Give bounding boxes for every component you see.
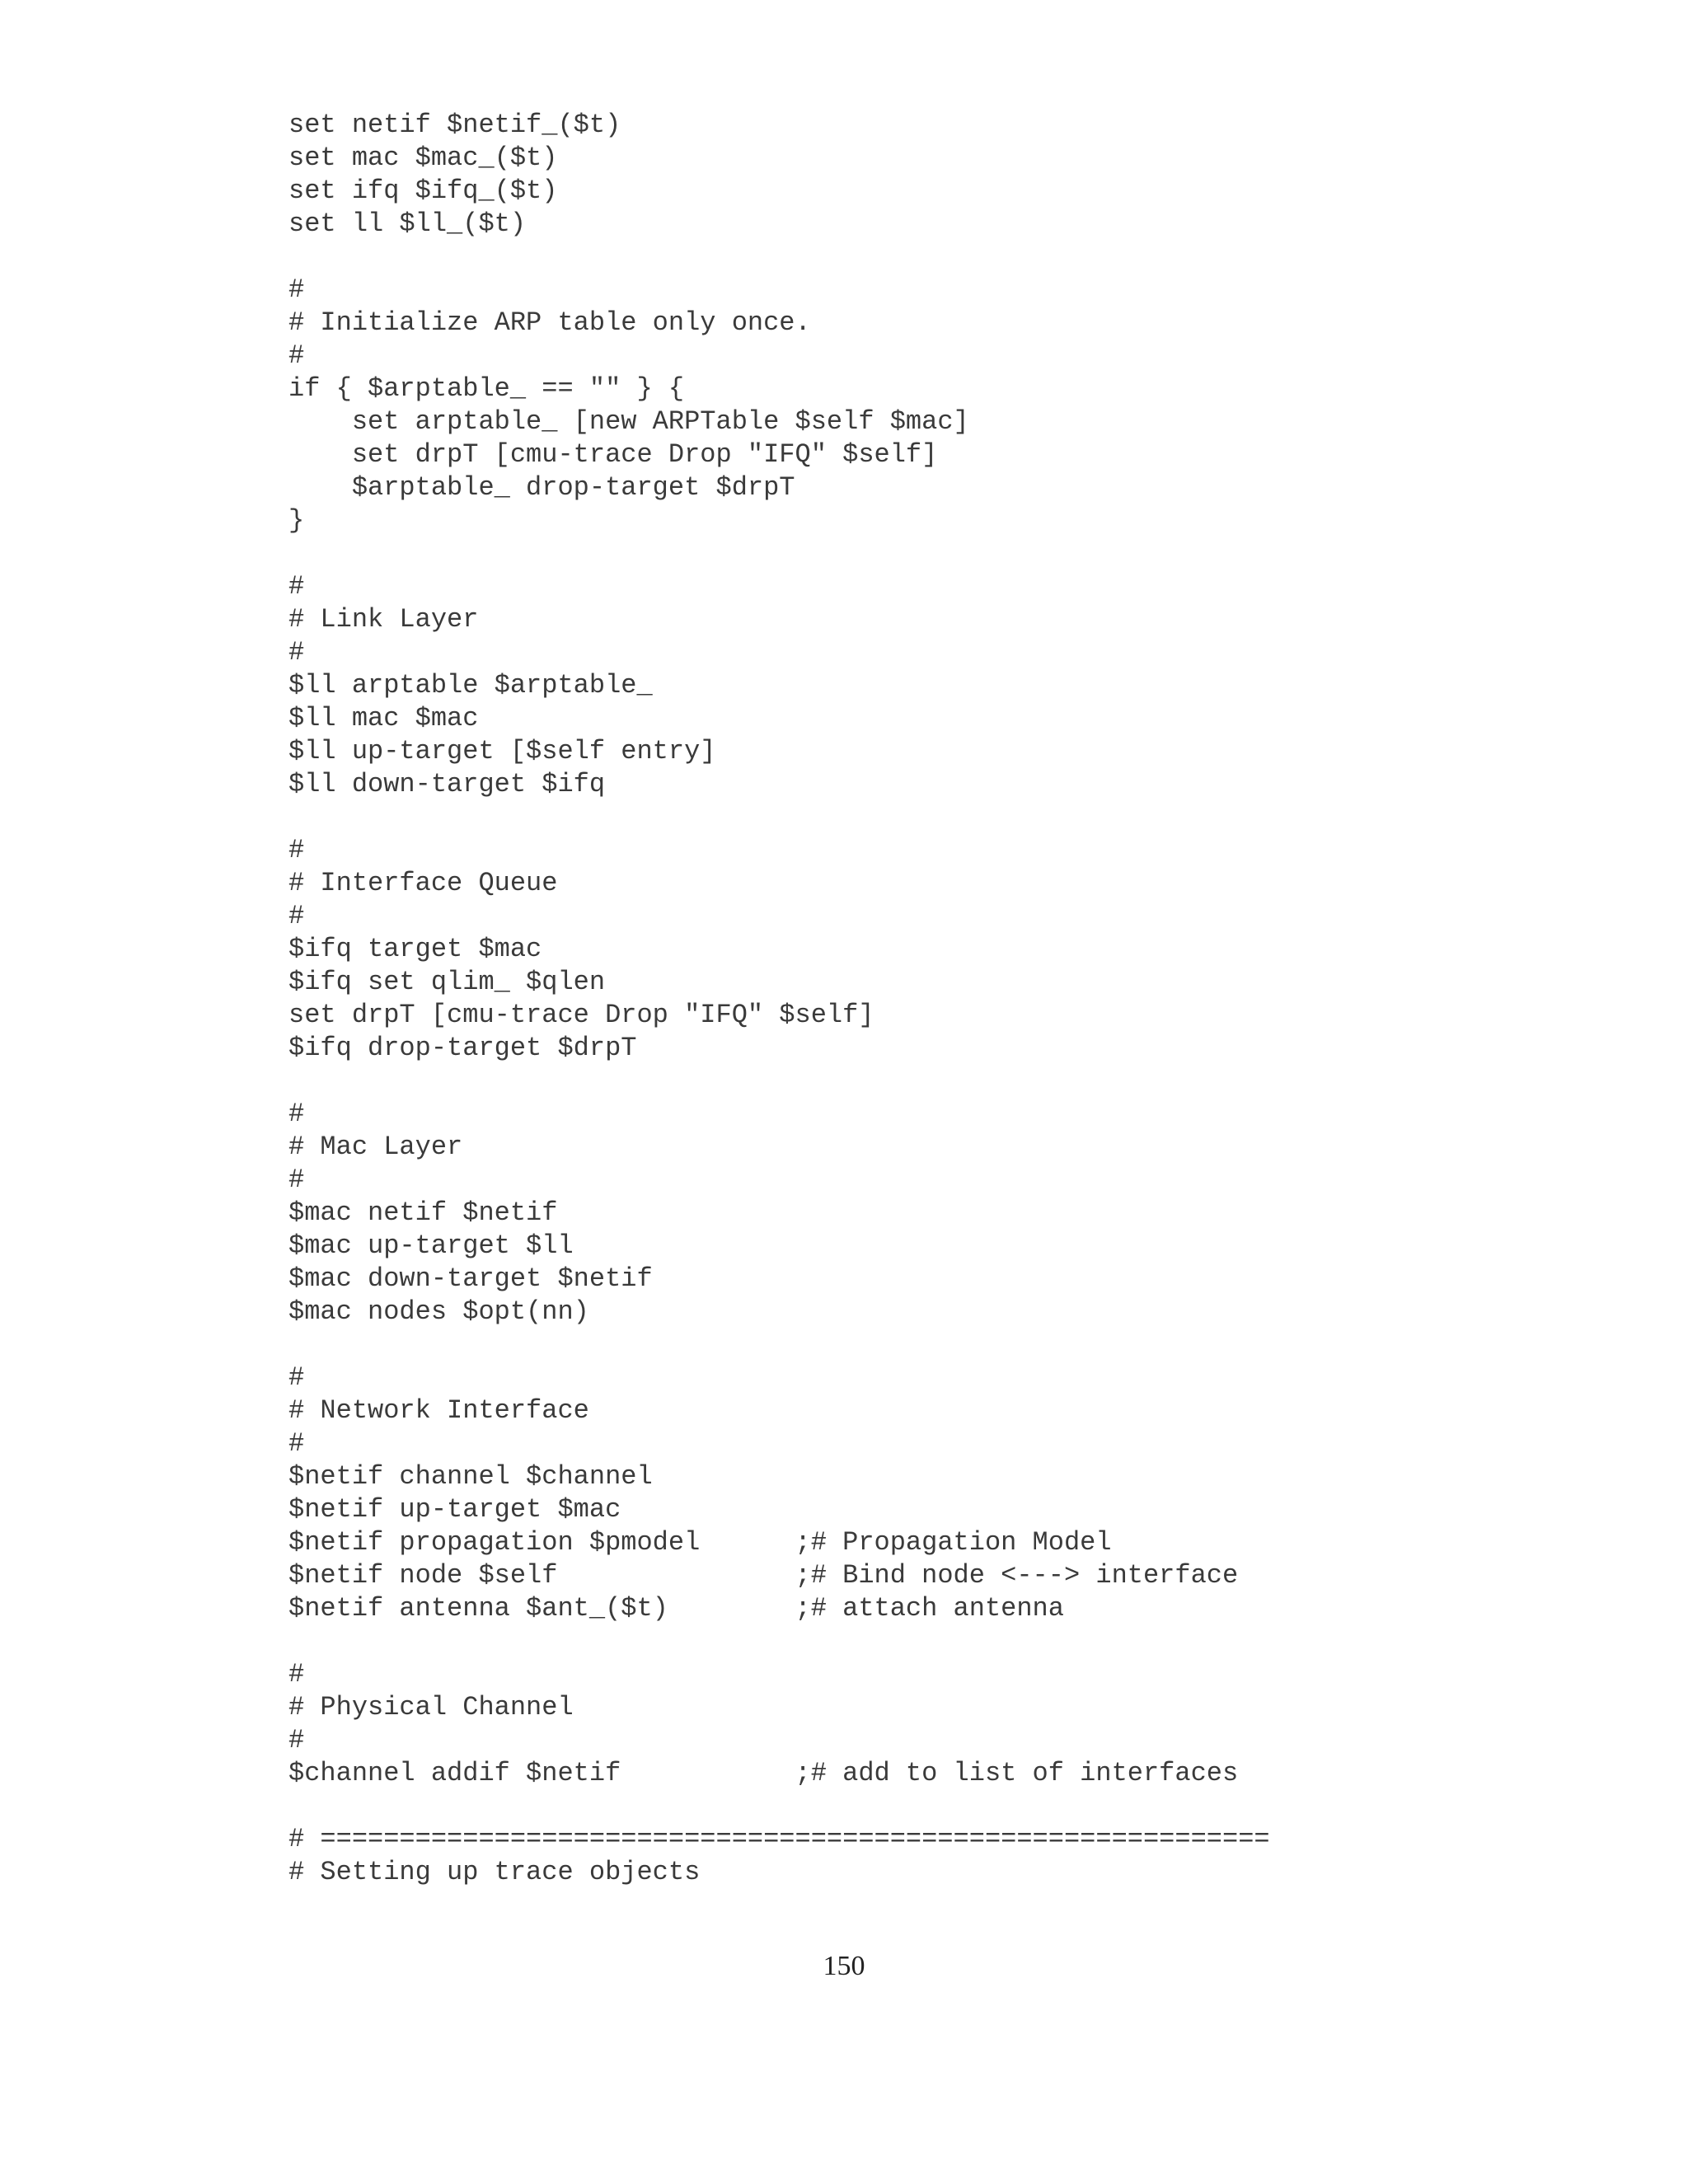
code-line: #	[288, 637, 305, 668]
page-number: 150	[823, 1951, 865, 1981]
code-line: set drpT [cmu-trace Drop "IFQ" $self]	[288, 1000, 874, 1030]
code-line: set arptable_ [new ARPTable $self $mac]	[288, 406, 969, 437]
code-line: $ifq drop-target $drpT	[288, 1033, 637, 1063]
code-line: # Network Interface	[288, 1395, 589, 1426]
code-line	[288, 241, 1270, 274]
code-line: $ll mac $mac	[288, 703, 479, 733]
code-line: set drpT [cmu-trace Drop "IFQ" $self]	[288, 439, 938, 470]
code-line: $netif antenna $ant_($t) ;# attach antenna	[288, 1593, 1064, 1624]
code-line: set ll $ll_($t)	[288, 209, 527, 239]
code-line: set mac $mac_($t)	[288, 143, 558, 173]
code-line: $netif channel $channel	[288, 1461, 653, 1492]
code-line: #	[288, 1362, 305, 1393]
code-line: $ifq target $mac	[288, 934, 542, 964]
code-line: $ll down-target $ifq	[288, 769, 606, 799]
code-line: set ifq $ifq_($t)	[288, 176, 558, 206]
code-line: if { $arptable_ == "" } {	[288, 373, 685, 404]
code-line: #	[288, 901, 305, 931]
code-line: # Link Layer	[288, 604, 479, 635]
code-line: $ll arptable $arptable_	[288, 670, 653, 701]
code-line: set netif $netif_($t)	[288, 110, 621, 140]
code-line: # Mac Layer	[288, 1132, 463, 1162]
code-line	[288, 1625, 1270, 1658]
code-line: #	[288, 1099, 305, 1129]
code-line: $channel addif $netif ;# add to list of interfaces	[288, 1758, 1239, 1788]
code-line: # Initialize ARP table only once.	[288, 307, 811, 338]
code-line: #	[288, 1725, 305, 1755]
code-line: $ll up-target [$self entry]	[288, 736, 716, 766]
code-line: }	[288, 505, 305, 536]
code-line: $netif up-target $mac	[288, 1494, 621, 1525]
code-line: $mac nodes $opt(nn)	[288, 1296, 589, 1327]
code-line: # Physical Channel	[288, 1692, 574, 1722]
code-line: #	[288, 835, 305, 865]
code-line	[288, 801, 1270, 834]
code-line: #	[288, 340, 305, 371]
code-line: $ifq set qlim_ $qlen	[288, 967, 606, 997]
code-line: # ============================================================	[288, 1824, 1270, 1854]
code-line: #	[288, 1165, 305, 1195]
code-line: $mac down-target $netif	[288, 1263, 653, 1294]
code-line	[288, 1065, 1270, 1098]
code-line: $netif node $self ;# Bind node <---> interface	[288, 1560, 1239, 1591]
code-line: #	[288, 1659, 305, 1690]
code-line: $arptable_ drop-target $drpT	[288, 472, 795, 503]
code-line	[288, 1790, 1270, 1823]
code-line: $mac up-target $ll	[288, 1230, 574, 1261]
code-line	[288, 537, 1270, 570]
code-line: $mac netif $netif	[288, 1197, 558, 1228]
code-line	[288, 1329, 1270, 1361]
code-line: # Interface Queue	[288, 868, 558, 898]
code-line: #	[288, 274, 305, 305]
code-listing	[288, 109, 1270, 1889]
code-line: #	[288, 1428, 305, 1459]
code-line: $netif propagation $pmodel ;# Propagation Model	[288, 1527, 1112, 1558]
code-line: # Setting up trace objects	[288, 1857, 701, 1887]
code-line: #	[288, 571, 305, 602]
